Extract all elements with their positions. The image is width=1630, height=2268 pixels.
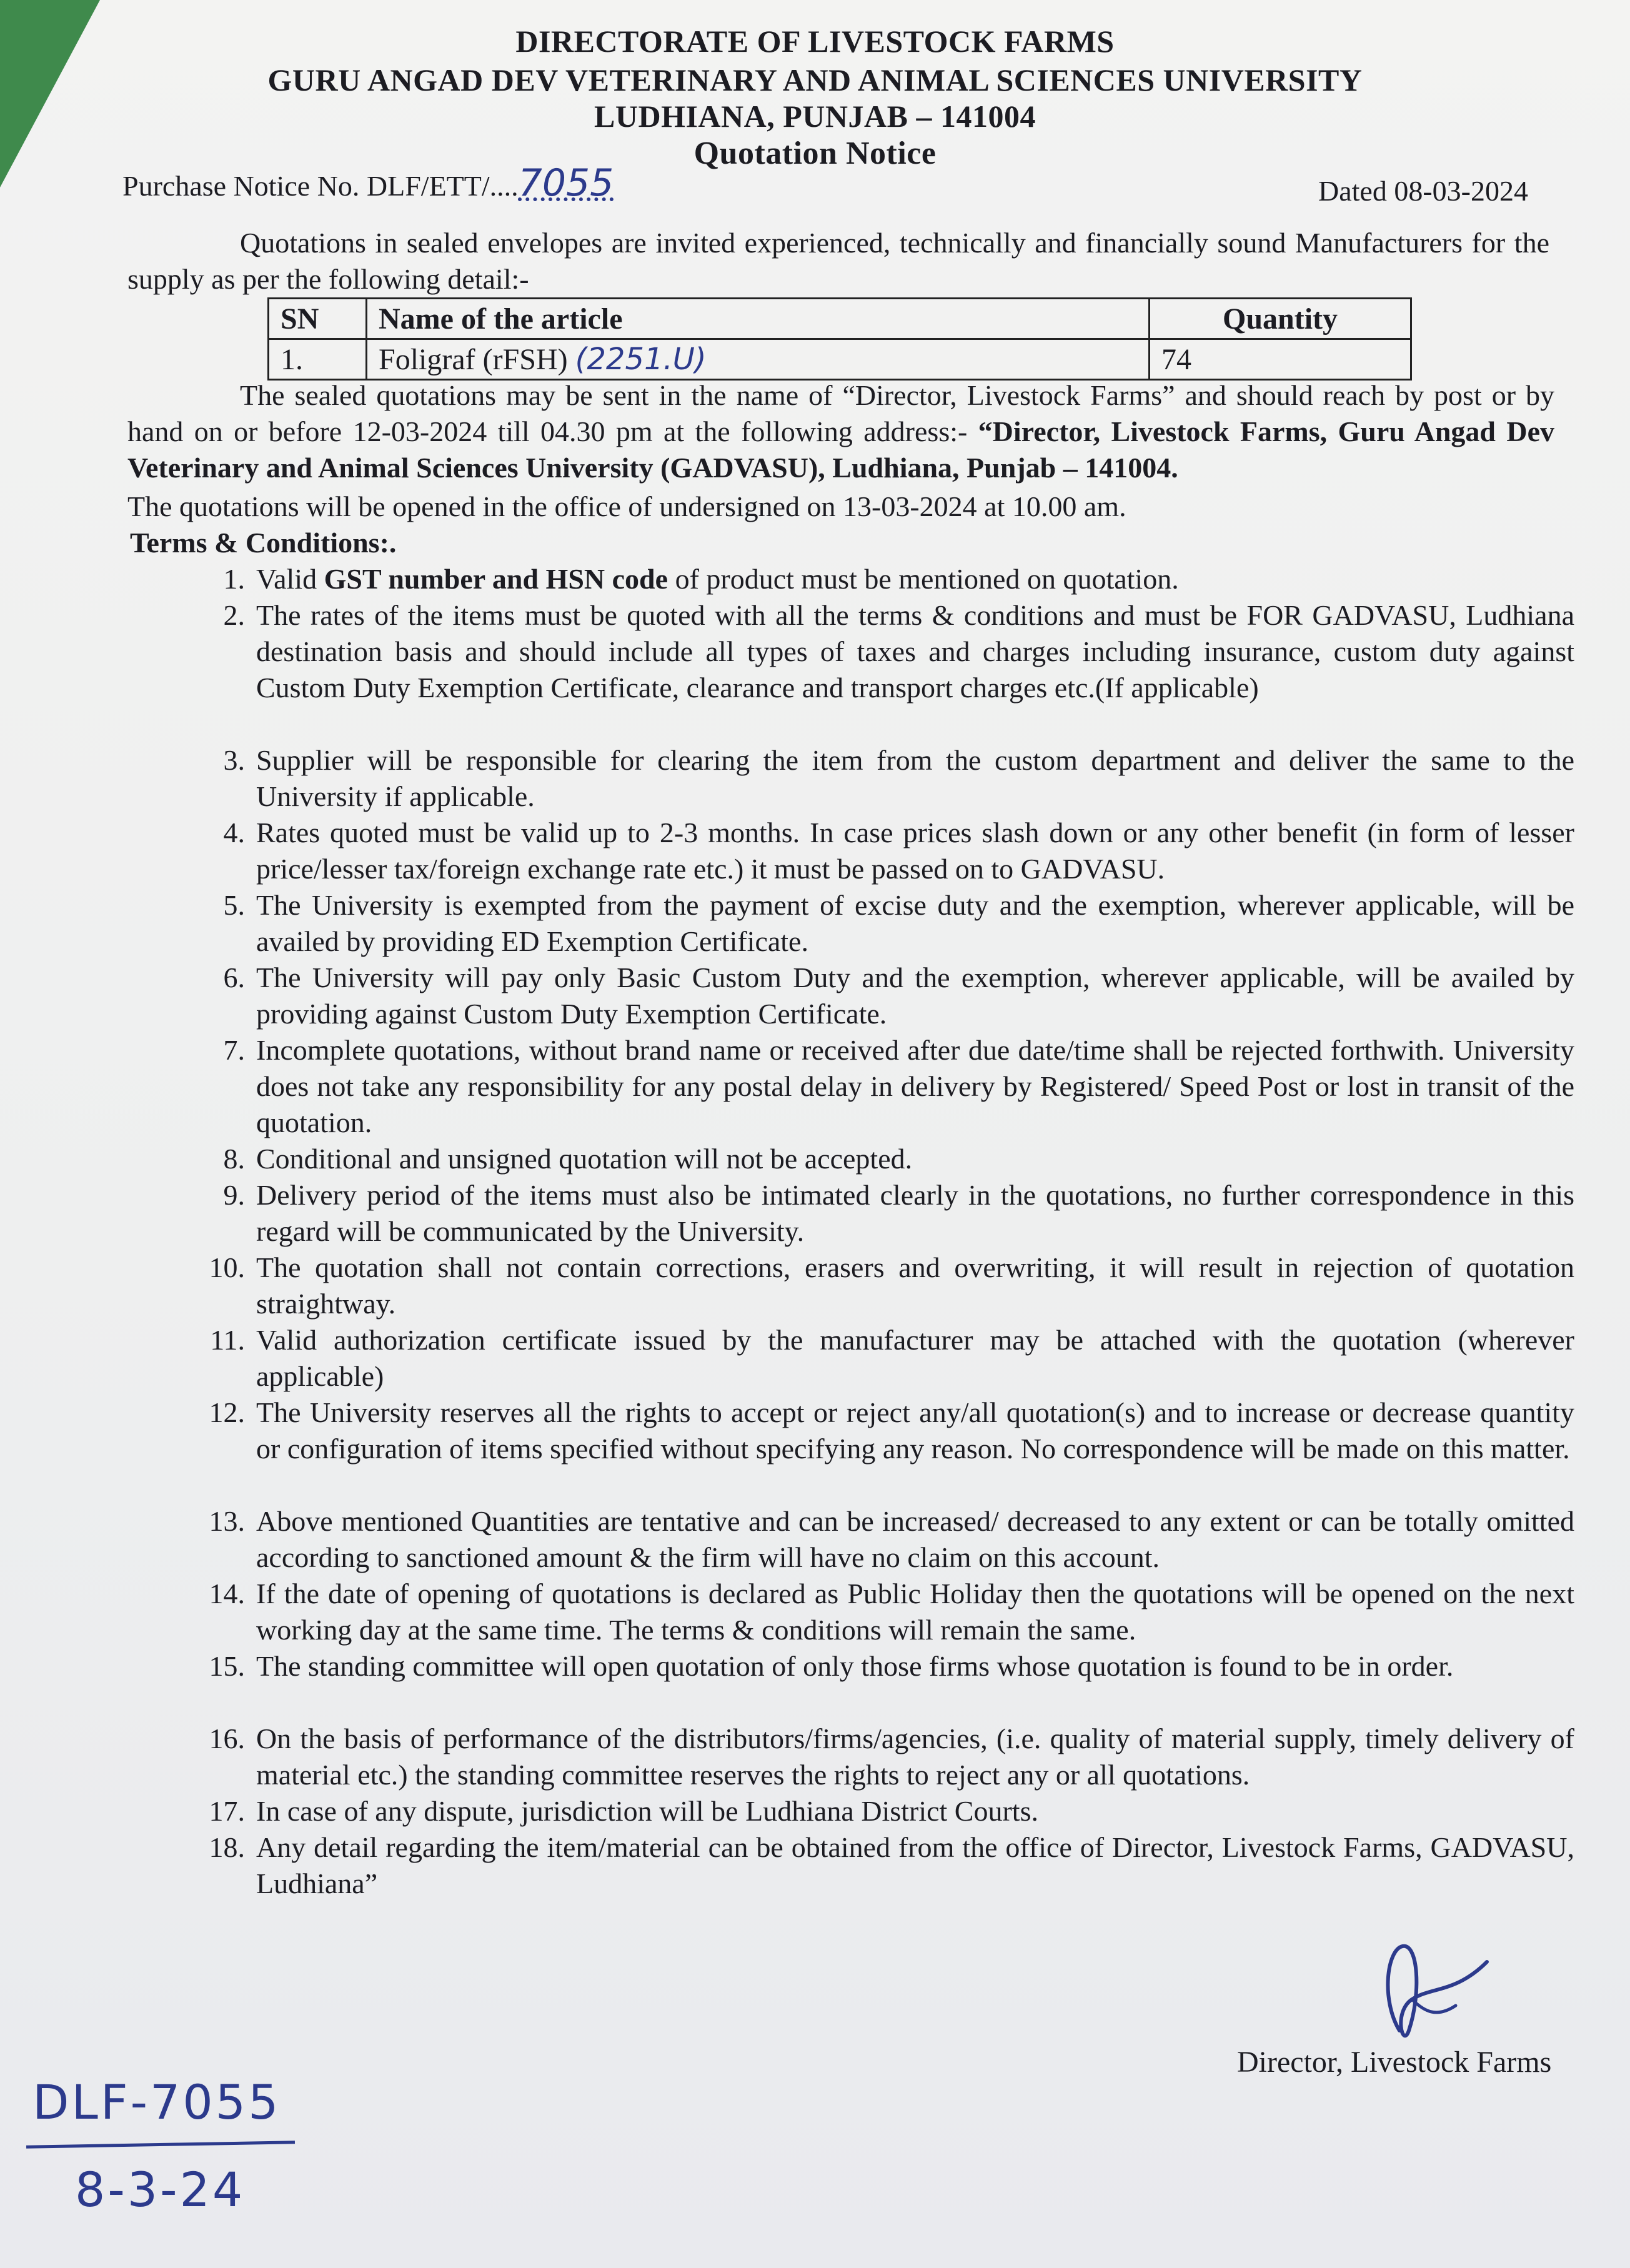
- term-text: The University is exempted from the payment of excise duty and the exemption, wherever applicable, will be availed by providing ED Exemption Certificate.: [256, 889, 1574, 957]
- handwritten-date: 8-3-24: [75, 2162, 246, 2217]
- term-number: 12.: [209, 1396, 245, 1428]
- submission-text: The sealed quotations may be sent in the name of “Director, Livestock Farms” and should reach by post or by hand on or before 12-03-2024 till 04.30 pm at the following address:-: [127, 379, 1554, 447]
- term-number: 10.: [209, 1251, 245, 1283]
- signatory-title: Director, Livestock Farms: [1237, 2046, 1552, 2079]
- term-text: Above mentioned Quantities are tentative and can be increased/ decreased to any extent or can be totally omitted according to sanctioned amount & the firm will have no claim on this account.: [256, 1505, 1574, 1573]
- term-item: [187, 1829, 1574, 1902]
- term-text: Rates quoted must be valid up to 2-3 months. In case prices slash down or any other benefit (in form of lesser price/lesser tax/foreign exchange rate etc.) it must be passed on to GADVASU.: [256, 817, 1574, 885]
- table-cell-sn: 1.: [269, 339, 367, 380]
- term-number: 1.: [223, 563, 245, 595]
- term-text: Delivery period of the items must also be intimated clearly in the quotations, no further correspondence in this regard will be communicated by the University.: [256, 1179, 1574, 1247]
- term-text: The University reserves all the rights to accept or reject any/all quotation(s) and to increase or decrease quantity or configuration of items specified without specifying any reason. No correspondence will be made on this matter.: [256, 1396, 1574, 1465]
- intro-paragraph: Quotations in sealed envelopes are invited experienced, technically and financially sound Manufacturers for the supply as per the following detail:-: [127, 227, 1549, 295]
- term-item: [187, 597, 1574, 706]
- term-item: [187, 1250, 1574, 1322]
- table-header-article: Name of the article: [367, 299, 1150, 339]
- purchase-notice-handwritten-number: 7055: [518, 161, 614, 205]
- purchase-notice-number: [122, 161, 614, 205]
- term-number: 11.: [210, 1324, 245, 1356]
- term-item: [187, 1648, 1574, 1684]
- term-number: 9.: [223, 1179, 245, 1211]
- table-header-sn: SN: [269, 299, 367, 339]
- signature-scribble: [1374, 1937, 1512, 2062]
- term-item: [187, 1322, 1574, 1395]
- term-item: [187, 1503, 1574, 1576]
- table-header-row: [269, 299, 1411, 339]
- table-header-quantity: Quantity: [1150, 299, 1411, 339]
- term-item: [187, 1721, 1574, 1793]
- term-text: Valid authorization certificate issued by the manufacturer may be attached with the quotation (wherever applicable): [256, 1324, 1574, 1392]
- term-text: On the basis of performance of the distributors/firms/agencies, (i.e. quality of material supply, timely delivery of material etc.) the standing committee reserves the rights to reject any or all quotations.: [256, 1723, 1574, 1791]
- term-item: [187, 887, 1574, 960]
- term-item: [187, 561, 1574, 597]
- term-text: [256, 561, 1574, 597]
- term-text: Any detail regarding the item/material can be obtained from the office of Director, Livestock Farms, GADVASU, Ludhiana”: [256, 1831, 1574, 1899]
- term-number: 8.: [223, 1143, 245, 1175]
- submission-paragraph: [127, 377, 1554, 486]
- term-text: The quotation shall not contain corrections, erasers and overwriting, it will result in rejection of quotation straightway.: [256, 1251, 1574, 1320]
- table-cell-article: [367, 339, 1150, 380]
- header-address: LUDHIANA, PUNJAB – 141004: [594, 99, 1036, 134]
- header-university: GURU ANGAD DEV VETERINARY AND ANIMAL SCIENCES UNIVERSITY: [267, 62, 1363, 97]
- term-item: [187, 815, 1574, 887]
- term-item: [187, 1576, 1574, 1648]
- term-text: Supplier will be responsible for clearing the item from the custom department and deliver the same to the University if applicable.: [256, 744, 1574, 812]
- purchase-notice-label: Purchase Notice No. DLF/ETT/....: [122, 170, 519, 202]
- term1-pre: Valid: [256, 563, 324, 595]
- term-number: 6.: [223, 962, 245, 993]
- term-text: If the date of opening of quotations is declared as Public Holiday then the quotations will be opened on the next working day at the same time. The terms & conditions will remain the same.: [256, 1578, 1574, 1646]
- handwritten-reference: DLF-7055: [32, 2074, 281, 2130]
- term-text: The standing committee will open quotation of only those firms whose quotation is found to be in order.: [256, 1650, 1454, 1682]
- term-number: 14.: [209, 1578, 245, 1609]
- term-number: 3.: [223, 744, 245, 776]
- handwritten-underline: [26, 2141, 295, 2149]
- term-text: Incomplete quotations, without brand name or received after due date/time shall be rejected forthwith. University does not take any responsibility for any postal delay in delivery by Registered/ Speed Post or lost in transit of the quotation.: [256, 1034, 1574, 1138]
- term-item: [187, 1395, 1574, 1467]
- term-number: 16.: [209, 1723, 245, 1754]
- term-number: 18.: [209, 1831, 245, 1863]
- submission-address: “Director, Livestock Farms, Guru Angad Dev Veterinary and Animal Sciences University (GADVASU), Ludhiana, Punjab – 141004.: [127, 415, 1554, 484]
- term-number: 17.: [209, 1795, 245, 1827]
- opening-text: The quotations will be opened in the office of undersigned on 13-03-2024 at 10.00 am.: [127, 490, 1126, 522]
- term-number: 4.: [223, 817, 245, 848]
- term1-post: of product must be mentioned on quotation.: [668, 563, 1179, 595]
- term-item: [187, 1793, 1574, 1829]
- term-item: [187, 1032, 1574, 1141]
- table-row: [269, 339, 1411, 380]
- term1-bold: GST number and HSN code: [324, 563, 668, 595]
- term-text: Conditional and unsigned quotation will not be accepted.: [256, 1143, 913, 1175]
- article-table: [267, 297, 1412, 380]
- article-name: Foligraf (rFSH): [379, 343, 568, 376]
- term-text: The University will pay only Basic Custom Duty and the exemption, wherever applicable, will be availed by providing against Custom Duty Exemption Certificate.: [256, 962, 1574, 1030]
- terms-heading: Terms & Conditions:.: [130, 527, 397, 559]
- term-item: [187, 960, 1574, 1032]
- header-directorate: DIRECTORATE OF LIVESTOCK FARMS: [515, 24, 1115, 59]
- article-handwritten-note: (2251.U): [575, 342, 707, 377]
- notice-date: Dated 08-03-2024: [1318, 175, 1528, 207]
- table-cell-quantity: 74: [1150, 339, 1411, 380]
- term-number: 13.: [209, 1505, 245, 1537]
- term-number: 7.: [223, 1034, 245, 1066]
- term-item: [187, 1177, 1574, 1250]
- term-text: In case of any dispute, jurisdiction will be Ludhiana District Courts.: [256, 1795, 1038, 1827]
- term-number: 15.: [209, 1650, 245, 1682]
- notice-title: Quotation Notice: [693, 136, 937, 171]
- term-item: [187, 742, 1574, 815]
- term-number: 5.: [223, 889, 245, 921]
- term-item: [187, 1141, 1574, 1177]
- term-text: The rates of the items must be quoted with all the terms & conditions and must be FOR GADVASU, Ludhiana destination basis and should include all types of taxes and charges including insurance, custom duty against Custom Duty Exemption Certificate, clearance and transport charges etc.(If applicable): [256, 599, 1574, 704]
- term-number: 2.: [223, 599, 245, 631]
